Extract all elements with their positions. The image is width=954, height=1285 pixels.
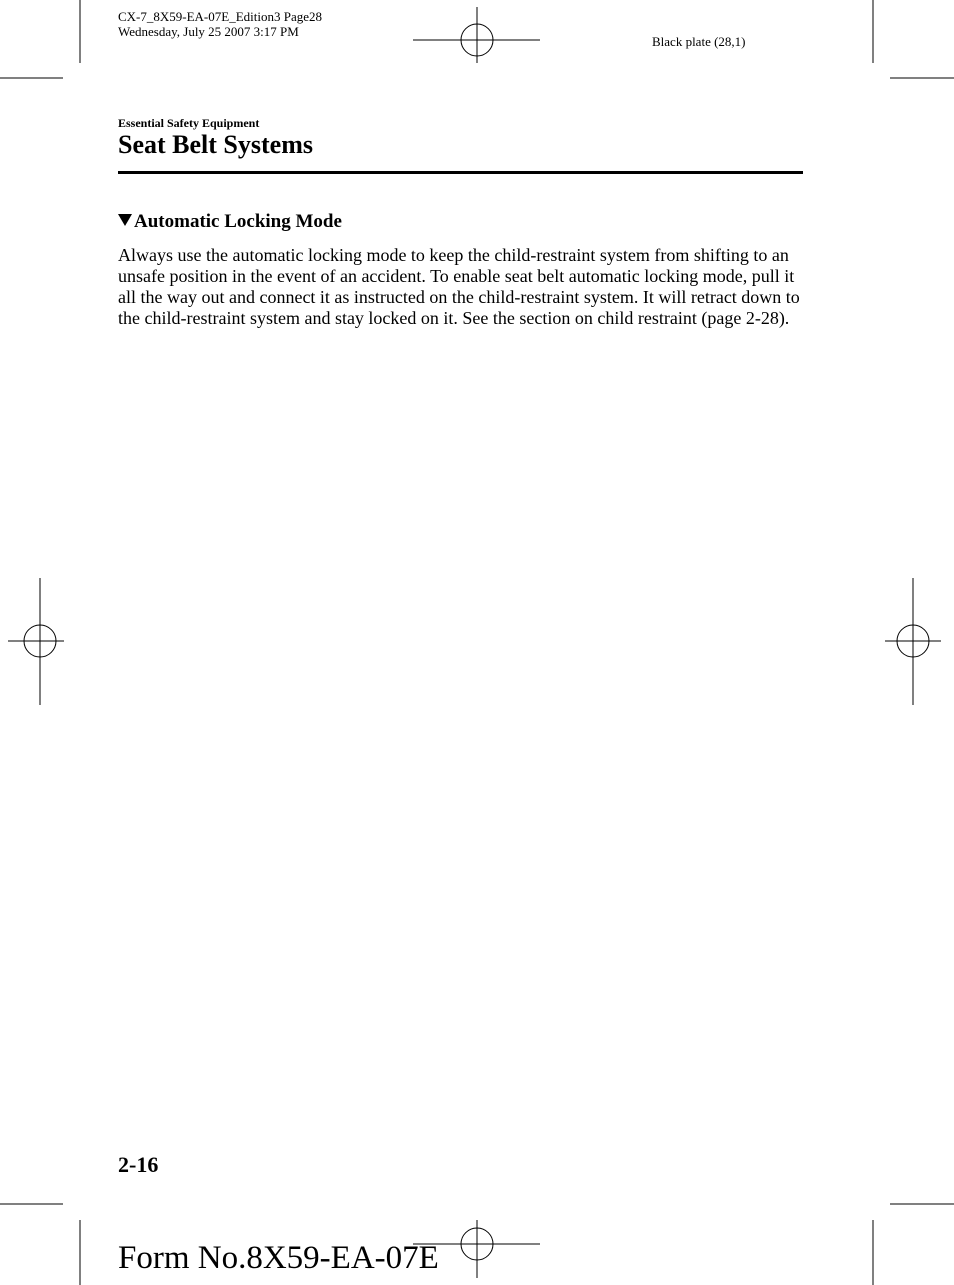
subheading-text: Automatic Locking Mode <box>134 211 342 232</box>
slug-line-date: Wednesday, July 25 2007 3:17 PM <box>118 24 299 39</box>
registration-mark-right <box>885 578 941 705</box>
page-number: 2-16 <box>118 1152 159 1177</box>
print-slug <box>118 9 322 39</box>
page-title: Seat Belt Systems <box>118 130 313 159</box>
registration-mark-top <box>413 7 540 63</box>
slug-line-file: CX-7_8X59-EA-07E_Edition3 Page28 <box>118 9 323 24</box>
form-number: Form No.8X59-EA-07E <box>118 1240 439 1276</box>
plate-label: Black plate (28,1) <box>652 34 746 49</box>
section-label: Essential Safety Equipment <box>118 116 260 130</box>
body-paragraph: Always use the automatic locking mode to keep the child-restraint system from shifting to an unsafe position in the event of an accident. To enable seat belt automatic locking mode, pull it all the way out and connect it as instructed on the child-restraint system. It will retract down to the child-restraint system and stay locked on it. See the section on child restraint (page 2-28). <box>118 245 800 328</box>
down-triangle-icon <box>118 214 132 226</box>
subheading <box>118 211 342 233</box>
registration-mark-left <box>8 578 64 705</box>
title-rule <box>118 171 803 174</box>
